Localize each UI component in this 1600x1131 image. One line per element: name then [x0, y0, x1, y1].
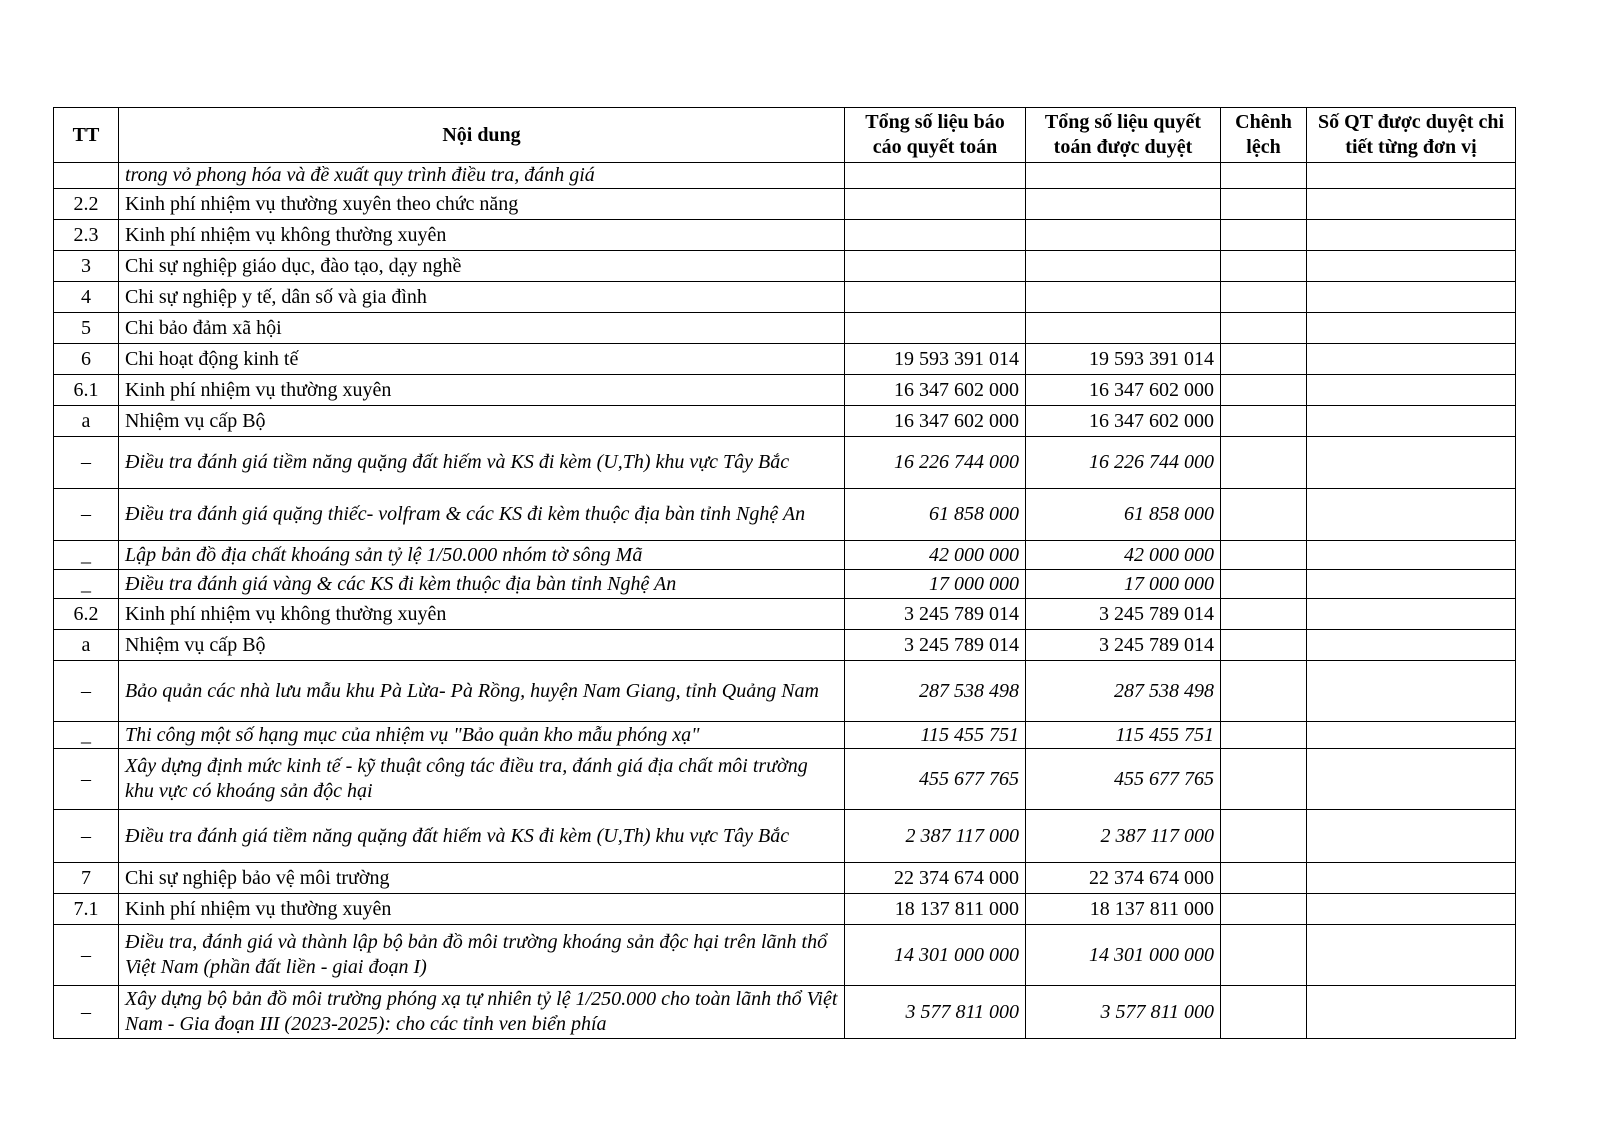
cell-reported: 3 245 789 014: [845, 630, 1026, 661]
cell-reported: 18 137 811 000: [845, 894, 1026, 925]
table-row: [54, 220, 1516, 251]
cell-tt: –: [54, 986, 119, 1039]
cell-reported: [845, 251, 1026, 282]
cell-approved: [1026, 220, 1221, 251]
cell-content: Điều tra đánh giá tiềm năng quặng đất hiếm và KS đi kèm (U,Th) khu vực Tây Bắc: [119, 810, 845, 863]
cell-content: Điều tra đánh giá quặng thiếc- volfram & các KS đi kèm thuộc địa bàn tỉnh Nghệ An: [119, 489, 845, 541]
header-detail: Số QT được duyệt chi tiết từng đơn vị: [1307, 108, 1516, 163]
cell-difference: [1221, 810, 1307, 863]
cell-reported: [845, 282, 1026, 313]
cell-detail: [1307, 661, 1516, 722]
table-row: [54, 810, 1516, 863]
cell-difference: [1221, 406, 1307, 437]
header-reported: Tổng số liệu báo cáo quyết toán: [845, 108, 1026, 163]
cell-tt: 3: [54, 251, 119, 282]
cell-content: Điều tra đánh giá vàng & các KS đi kèm thuộc địa bàn tỉnh Nghệ An: [119, 570, 845, 599]
cell-tt: 6.1: [54, 375, 119, 406]
cell-reported: 2 387 117 000: [845, 810, 1026, 863]
cell-tt: –: [54, 437, 119, 489]
cell-approved: 3 245 789 014: [1026, 630, 1221, 661]
cell-reported: 115 455 751: [845, 722, 1026, 749]
table-row: [54, 925, 1516, 986]
table-row: [54, 437, 1516, 489]
cell-tt: –: [54, 749, 119, 810]
cell-difference: [1221, 630, 1307, 661]
cell-difference: [1221, 189, 1307, 220]
table-row: [54, 722, 1516, 749]
cell-reported: 22 374 674 000: [845, 863, 1026, 894]
cell-approved: [1026, 163, 1221, 189]
cell-reported: 19 593 391 014: [845, 344, 1026, 375]
cell-detail: [1307, 570, 1516, 599]
cell-detail: [1307, 630, 1516, 661]
cell-content: Chi bảo đảm xã hội: [119, 313, 845, 344]
cell-reported: [845, 220, 1026, 251]
cell-tt: 6: [54, 344, 119, 375]
table-row: [54, 894, 1516, 925]
cell-detail: [1307, 313, 1516, 344]
cell-content: Kinh phí nhiệm vụ không thường xuyên: [119, 220, 845, 251]
cell-reported: 61 858 000: [845, 489, 1026, 541]
cell-content: Lập bản đồ địa chất khoáng sản tỷ lệ 1/50.000 nhóm tờ sông Mã: [119, 541, 845, 570]
cell-detail: [1307, 925, 1516, 986]
cell-approved: 22 374 674 000: [1026, 863, 1221, 894]
table-row: [54, 749, 1516, 810]
cell-reported: 3 245 789 014: [845, 599, 1026, 630]
header-difference: Chênh lệch: [1221, 108, 1307, 163]
table-row: [54, 313, 1516, 344]
cell-detail: [1307, 894, 1516, 925]
cell-reported: [845, 163, 1026, 189]
cell-tt: –: [54, 661, 119, 722]
table-body: [54, 163, 1516, 1039]
cell-tt: 7: [54, 863, 119, 894]
cell-approved: [1026, 251, 1221, 282]
cell-content: Kinh phí nhiệm vụ thường xuyên: [119, 375, 845, 406]
cell-content: Nhiệm vụ cấp Bộ: [119, 630, 845, 661]
table-row: [54, 251, 1516, 282]
cell-content: Điều tra đánh giá tiềm năng quặng đất hiếm và KS đi kèm (U,Th) khu vực Tây Bắc: [119, 437, 845, 489]
cell-approved: 17 000 000: [1026, 570, 1221, 599]
cell-detail: [1307, 437, 1516, 489]
cell-tt: 7.1: [54, 894, 119, 925]
table-row: [54, 986, 1516, 1039]
cell-difference: [1221, 344, 1307, 375]
cell-detail: [1307, 344, 1516, 375]
cell-difference: [1221, 863, 1307, 894]
cell-difference: [1221, 251, 1307, 282]
cell-approved: 16 347 602 000: [1026, 406, 1221, 437]
table-header-row: [54, 108, 1516, 163]
budget-settlement-table: [53, 107, 1516, 1039]
cell-difference: [1221, 570, 1307, 599]
cell-detail: [1307, 863, 1516, 894]
cell-approved: 19 593 391 014: [1026, 344, 1221, 375]
table-row: [54, 375, 1516, 406]
cell-tt: [54, 163, 119, 189]
cell-difference: [1221, 661, 1307, 722]
cell-detail: [1307, 406, 1516, 437]
cell-tt: 2.2: [54, 189, 119, 220]
cell-detail: [1307, 749, 1516, 810]
cell-content: Xây dựng bộ bản đồ môi trường phóng xạ tự nhiên tỷ lệ 1/250.000 cho toàn lãnh thổ Việt Nam - Gia đoạn III (2023-2025): cho các tỉnh ven biển phía: [119, 986, 845, 1039]
cell-tt: a: [54, 630, 119, 661]
cell-approved: 16 347 602 000: [1026, 375, 1221, 406]
cell-reported: 287 538 498: [845, 661, 1026, 722]
cell-difference: [1221, 749, 1307, 810]
cell-reported: 14 301 000 000: [845, 925, 1026, 986]
cell-detail: [1307, 986, 1516, 1039]
cell-difference: [1221, 489, 1307, 541]
cell-reported: 3 577 811 000: [845, 986, 1026, 1039]
table-row: [54, 189, 1516, 220]
cell-difference: [1221, 722, 1307, 749]
cell-difference: [1221, 986, 1307, 1039]
cell-content: Kinh phí nhiệm vụ thường xuyên theo chức năng: [119, 189, 845, 220]
cell-reported: 16 347 602 000: [845, 406, 1026, 437]
cell-approved: 2 387 117 000: [1026, 810, 1221, 863]
cell-tt: a: [54, 406, 119, 437]
header-approved: Tổng số liệu quyết toán được duyệt: [1026, 108, 1221, 163]
cell-reported: 17 000 000: [845, 570, 1026, 599]
cell-reported: 42 000 000: [845, 541, 1026, 570]
cell-approved: 115 455 751: [1026, 722, 1221, 749]
table-row: [54, 541, 1516, 570]
cell-content: Kinh phí nhiệm vụ không thường xuyên: [119, 599, 845, 630]
cell-reported: [845, 313, 1026, 344]
cell-difference: [1221, 313, 1307, 344]
cell-approved: 455 677 765: [1026, 749, 1221, 810]
table-row: [54, 599, 1516, 630]
cell-approved: 18 137 811 000: [1026, 894, 1221, 925]
header-tt: TT: [54, 108, 119, 163]
cell-detail: [1307, 282, 1516, 313]
cell-content: Chi sự nghiệp bảo vệ môi trường: [119, 863, 845, 894]
table-row: [54, 630, 1516, 661]
cell-tt: _: [54, 722, 119, 749]
cell-difference: [1221, 541, 1307, 570]
cell-content: Xây dựng định mức kinh tế - kỹ thuật công tác điều tra, đánh giá địa chất môi trường khu vực có khoáng sản độc hại: [119, 749, 845, 810]
table-row: [54, 863, 1516, 894]
cell-content: Chi sự nghiệp giáo dục, đào tạo, dạy nghề: [119, 251, 845, 282]
cell-difference: [1221, 163, 1307, 189]
cell-tt: 5: [54, 313, 119, 344]
cell-detail: [1307, 599, 1516, 630]
cell-content: Nhiệm vụ cấp Bộ: [119, 406, 845, 437]
cell-content: Chi hoạt động kinh tế: [119, 344, 845, 375]
cell-approved: [1026, 189, 1221, 220]
cell-difference: [1221, 599, 1307, 630]
cell-difference: [1221, 375, 1307, 406]
cell-content: trong vỏ phong hóa và đề xuất quy trình điều tra, đánh giá: [119, 163, 845, 189]
cell-difference: [1221, 925, 1307, 986]
cell-tt: –: [54, 810, 119, 863]
cell-detail: [1307, 810, 1516, 863]
cell-detail: [1307, 541, 1516, 570]
table-row: [54, 489, 1516, 541]
cell-difference: [1221, 894, 1307, 925]
cell-detail: [1307, 375, 1516, 406]
cell-reported: 16 226 744 000: [845, 437, 1026, 489]
cell-detail: [1307, 189, 1516, 220]
cell-content: Thi công một số hạng mục của nhiệm vụ "Bảo quản kho mẫu phóng xạ": [119, 722, 845, 749]
cell-approved: [1026, 282, 1221, 313]
cell-reported: 455 677 765: [845, 749, 1026, 810]
cell-detail: [1307, 722, 1516, 749]
table-row: [54, 344, 1516, 375]
cell-difference: [1221, 437, 1307, 489]
cell-detail: [1307, 163, 1516, 189]
cell-difference: [1221, 282, 1307, 313]
cell-content: Chi sự nghiệp y tế, dân số và gia đình: [119, 282, 845, 313]
cell-detail: [1307, 220, 1516, 251]
cell-tt: 4: [54, 282, 119, 313]
cell-approved: 287 538 498: [1026, 661, 1221, 722]
cell-content: Bảo quản các nhà lưu mẫu khu Pà Lừa- Pà Rồng, huyện Nam Giang, tỉnh Quảng Nam: [119, 661, 845, 722]
table-row: [54, 661, 1516, 722]
header-content: Nội dung: [119, 108, 845, 163]
cell-tt: 6.2: [54, 599, 119, 630]
cell-detail: [1307, 489, 1516, 541]
cell-tt: 2.3: [54, 220, 119, 251]
cell-approved: 61 858 000: [1026, 489, 1221, 541]
table-row: [54, 282, 1516, 313]
cell-approved: 3 577 811 000: [1026, 986, 1221, 1039]
cell-tt: –: [54, 489, 119, 541]
cell-approved: 16 226 744 000: [1026, 437, 1221, 489]
table-row: [54, 406, 1516, 437]
cell-approved: 3 245 789 014: [1026, 599, 1221, 630]
cell-reported: 16 347 602 000: [845, 375, 1026, 406]
cell-tt: _: [54, 570, 119, 599]
cell-difference: [1221, 220, 1307, 251]
cell-approved: 14 301 000 000: [1026, 925, 1221, 986]
cell-tt: –: [54, 925, 119, 986]
table-row: [54, 570, 1516, 599]
cell-tt: _: [54, 541, 119, 570]
table-row: [54, 163, 1516, 189]
cell-content: Kinh phí nhiệm vụ thường xuyên: [119, 894, 845, 925]
cell-content: Điều tra, đánh giá và thành lập bộ bản đồ môi trường khoáng sản độc hại trên lãnh thổ Việt Nam (phần đất liền - giai đoạn I): [119, 925, 845, 986]
cell-detail: [1307, 251, 1516, 282]
cell-approved: 42 000 000: [1026, 541, 1221, 570]
cell-approved: [1026, 313, 1221, 344]
cell-reported: [845, 189, 1026, 220]
